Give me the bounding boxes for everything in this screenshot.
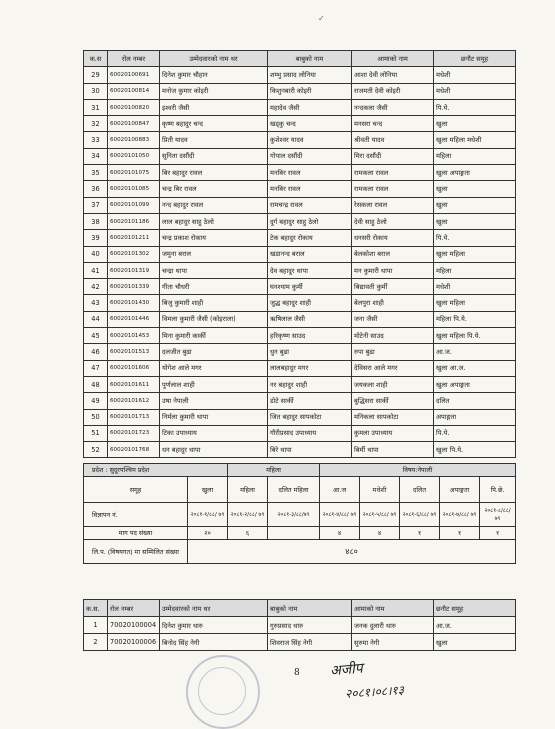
group-column: अपाङ्गता bbox=[440, 477, 480, 503]
table-cell: खुला bbox=[434, 116, 516, 132]
table-cell: चन्द्र बिर रावल bbox=[160, 181, 268, 197]
post-count: २० bbox=[188, 527, 228, 540]
table-cell: गोपाल दसौंदी bbox=[268, 148, 352, 164]
vigyapan-label: विज्ञापन नं. bbox=[84, 503, 188, 527]
table-cell: दिनेश कुमार चौहान bbox=[160, 67, 268, 83]
column-header: क.स bbox=[84, 51, 108, 67]
table-cell: टिका उपाध्याय bbox=[160, 425, 268, 441]
table-cell: 60020101099 bbox=[108, 197, 160, 213]
table-cell: धनसरी रोकाय bbox=[352, 230, 434, 246]
table-cell: अपाङ्गता bbox=[434, 409, 516, 425]
province-title: प्रदेश : सुदूरपश्चिम प्रदेश bbox=[84, 464, 228, 477]
signature: अजीप bbox=[329, 660, 364, 680]
women-group-label: महिला bbox=[228, 464, 320, 477]
table-cell: खुला महिला bbox=[434, 295, 516, 311]
table-cell: 60020101453 bbox=[108, 328, 160, 344]
table-cell: धुन बुढा bbox=[268, 344, 352, 360]
vigyapan-number: २०८१-६/८८/ ७९ bbox=[400, 503, 440, 527]
table-cell: खुला bbox=[434, 634, 516, 651]
table-cell: 31 bbox=[84, 99, 108, 115]
table-cell: 50 bbox=[84, 409, 108, 425]
column-header: आमाको नाम bbox=[352, 600, 434, 617]
table-cell: 60020100883 bbox=[108, 132, 160, 148]
vigyapan-number: २०८१-१/८८/ ७९ bbox=[188, 503, 228, 527]
vigyapan-number: २०८१-७/८८/ ७९ bbox=[440, 503, 480, 527]
table-cell: 60020101430 bbox=[108, 295, 160, 311]
table-cell: 60020101339 bbox=[108, 279, 160, 295]
table-cell: बेलपुरा शाही bbox=[352, 295, 434, 311]
table-row bbox=[84, 634, 516, 651]
column-header: उम्मेदवारको नाम थर bbox=[160, 600, 268, 617]
table-cell: 60020100814 bbox=[108, 83, 160, 99]
group-column: महिला bbox=[228, 477, 268, 503]
table-row bbox=[84, 279, 516, 295]
table-cell: घनश्याम कुर्मी bbox=[268, 279, 352, 295]
table-cell: खुला आ.ज. bbox=[434, 360, 516, 376]
table-cell: खुला अपाङ्गता bbox=[434, 376, 516, 392]
table-cell: 60020101319 bbox=[108, 262, 160, 278]
table-cell: महिला पि.ये. bbox=[434, 311, 516, 327]
table-cell: 43 bbox=[84, 295, 108, 311]
table-cell: निर्मला कुमारी थापा bbox=[160, 409, 268, 425]
second-candidate-table bbox=[83, 599, 516, 651]
table-row bbox=[84, 425, 516, 441]
post-count: १ bbox=[440, 527, 480, 540]
table-cell: बिर बहादुर रावल bbox=[160, 165, 268, 181]
table-cell: 38 bbox=[84, 213, 108, 229]
table-cell: जुद्ध बहादुर शाही bbox=[268, 295, 352, 311]
group-column: खुला bbox=[188, 477, 228, 503]
table-cell: खुला पि.ये. bbox=[434, 442, 516, 458]
table-cell: रामचन्द्र रावल bbox=[268, 197, 352, 213]
candidate-table bbox=[83, 50, 516, 458]
table-cell: खुला bbox=[434, 213, 516, 229]
table-cell: प्रिती यादव bbox=[160, 132, 268, 148]
table-cell: खड्कु चन्द bbox=[268, 116, 352, 132]
table-cell: 39 bbox=[84, 230, 108, 246]
vigyapan-number: २०८१-५/८८/ ७९ bbox=[360, 503, 400, 527]
table-cell: 41 bbox=[84, 262, 108, 278]
table-cell: 60020101186 bbox=[108, 213, 160, 229]
second-table-header bbox=[84, 600, 516, 617]
table-cell: खुला महिला bbox=[434, 246, 516, 262]
table-cell: 40 bbox=[84, 246, 108, 262]
table-cell: 60020101050 bbox=[108, 148, 160, 164]
table-cell: 60020101302 bbox=[108, 246, 160, 262]
table-cell: मधेशी bbox=[434, 279, 516, 295]
table-cell: 36 bbox=[84, 181, 108, 197]
table-row bbox=[84, 230, 516, 246]
table-cell: 60020100820 bbox=[108, 99, 160, 115]
table-cell: 32 bbox=[84, 116, 108, 132]
table-cell: 60020101768 bbox=[108, 442, 160, 458]
posts-label: माग पद संख्या bbox=[84, 527, 188, 540]
table-cell: 60020101085 bbox=[108, 181, 160, 197]
table-cell: लाल बहादुर साहु ठेलो bbox=[160, 213, 268, 229]
table-cell: महिला bbox=[434, 262, 516, 278]
column-header: बाबुको नाम bbox=[268, 51, 352, 67]
table-cell: धन बहादुर थापा bbox=[160, 442, 268, 458]
table-cell: जना जैसी bbox=[352, 311, 434, 327]
table-cell: दलित bbox=[434, 393, 516, 409]
table-cell: पि.ये. bbox=[434, 230, 516, 246]
post-count: ४ bbox=[360, 527, 400, 540]
table-cell: देव बहादुर थापा bbox=[268, 262, 352, 278]
table-row bbox=[84, 132, 516, 148]
table-cell: 60020101713 bbox=[108, 409, 160, 425]
tick-mark: ✓ bbox=[318, 14, 325, 23]
table-cell: रामकला रावल bbox=[352, 181, 434, 197]
column-header: आमाको नाम bbox=[352, 51, 434, 67]
table-cell: देविसरा आले मगर bbox=[352, 360, 434, 376]
table-cell: हरिकृष्ण साउद bbox=[268, 328, 352, 344]
group-column: पि.छे. bbox=[480, 477, 516, 503]
table-cell: रुपा बुढा bbox=[352, 344, 434, 360]
table-cell: 60020101612 bbox=[108, 393, 160, 409]
table-cell: शिवराज सिंह नेगी bbox=[268, 634, 352, 651]
table-row bbox=[84, 442, 516, 458]
office-stamp bbox=[186, 655, 260, 729]
table-row bbox=[84, 83, 516, 99]
table-row bbox=[84, 311, 516, 327]
post-count: ४ bbox=[320, 527, 360, 540]
table-row bbox=[84, 409, 516, 425]
group-column: दलित bbox=[400, 477, 440, 503]
table-cell: आ.ज. bbox=[434, 617, 516, 634]
table-cell: जमुना बराल bbox=[160, 246, 268, 262]
table-cell: 44 bbox=[84, 311, 108, 327]
vigyapan-number: २०८१-८/८८/ ७९ bbox=[480, 503, 516, 527]
vigyapan-number: २०८१-३/८८/७९ bbox=[268, 503, 320, 527]
table-cell: मनोज कुमार कोइरी bbox=[160, 83, 268, 99]
table-cell: दुर्ग बहादुर साहु ठेलो bbox=[268, 213, 352, 229]
table-cell: बेलकोशा बराल bbox=[352, 246, 434, 262]
table-row bbox=[84, 181, 516, 197]
table-cell: 60020101211 bbox=[108, 230, 160, 246]
table-cell: 47 bbox=[84, 360, 108, 376]
table-cell: उषा नेपाली bbox=[160, 393, 268, 409]
table-cell: विमला कुमारी जैसी (कोइराला) bbox=[160, 311, 268, 327]
table-cell: 60020100691 bbox=[108, 67, 160, 83]
table-header bbox=[84, 51, 516, 67]
table-cell: मोटेनी साउद bbox=[352, 328, 434, 344]
table-cell: कृष्ण बहादुर चन्द bbox=[160, 116, 268, 132]
table-cell: नन्दकला जैसी bbox=[352, 99, 434, 115]
table-row bbox=[84, 213, 516, 229]
table-cell: योगेश आले मगर bbox=[160, 360, 268, 376]
table-cell: खडानन्द बराल bbox=[268, 246, 352, 262]
table-row bbox=[84, 165, 516, 181]
table-cell: 70020100004 bbox=[108, 617, 160, 634]
table-cell: 52 bbox=[84, 442, 108, 458]
table-cell: 60020101611 bbox=[108, 376, 160, 392]
total-label: लि.प. (विषयगत) मा सम्मिलित संख्या bbox=[84, 540, 188, 564]
column-header: छनौट समूह bbox=[434, 51, 516, 67]
table-cell: श्रीवती यादव bbox=[352, 132, 434, 148]
table-row bbox=[84, 617, 516, 634]
subject-label: विषय:नेपाली bbox=[320, 464, 516, 477]
table-cell: 60020100847 bbox=[108, 116, 160, 132]
table-cell: 60020101723 bbox=[108, 425, 160, 441]
table-cell: देवी साहु ठेलो bbox=[352, 213, 434, 229]
table-cell: खुला महिला मधेशी bbox=[434, 132, 516, 148]
vigyapan-number: २०८१-२/८८/ ७९ bbox=[228, 503, 268, 527]
table-cell: कुशेश्वर यादव bbox=[268, 132, 352, 148]
table-cell: रामकला रावल bbox=[352, 165, 434, 181]
table-row bbox=[84, 197, 516, 213]
page-number: 8 bbox=[294, 668, 300, 678]
table-cell: मनसरा चन्द bbox=[352, 116, 434, 132]
group-column: दलित महिला bbox=[268, 477, 320, 503]
table-cell: 33 bbox=[84, 132, 108, 148]
table-cell: खुला bbox=[434, 181, 516, 197]
table-cell: खुला अपाङ्गता bbox=[434, 165, 516, 181]
column-header: क.स. bbox=[84, 600, 108, 617]
table-cell: मनबिर रावल bbox=[268, 165, 352, 181]
total-value: ४८० bbox=[188, 540, 516, 564]
table-cell: बिद्यावती कुर्मी bbox=[352, 279, 434, 295]
table-cell: गौरीप्रसाद उपाध्याय bbox=[268, 425, 352, 441]
table-row bbox=[84, 295, 516, 311]
table-cell: कुमला उपाध्याय bbox=[352, 425, 434, 441]
table-cell: 34 bbox=[84, 148, 108, 164]
table-row bbox=[84, 116, 516, 132]
table-cell: टेक बहादुर रोकाय bbox=[268, 230, 352, 246]
table-cell: बिरे थापा bbox=[268, 442, 352, 458]
table-cell: मनबिर रावल bbox=[268, 181, 352, 197]
table-cell: ऋषिलाल जैसी bbox=[268, 311, 352, 327]
column-header: बाबुको नाम bbox=[268, 600, 352, 617]
table-cell: रेसकला रावल bbox=[352, 197, 434, 213]
table-cell: जनक दुलारी थारु bbox=[352, 617, 434, 634]
table-cell: चन्द्रा थापा bbox=[160, 262, 268, 278]
table-cell: मधेशी bbox=[434, 83, 516, 99]
table-cell: 51 bbox=[84, 425, 108, 441]
table-cell: डोटे सार्की bbox=[268, 393, 352, 409]
table-cell: 29 bbox=[84, 67, 108, 83]
table-cell: जित बहादुर सापकोटा bbox=[268, 409, 352, 425]
vigyapan-number: २०८१-४/८८/ ७९ bbox=[320, 503, 360, 527]
table-cell: दिनेश कुमार थारु bbox=[160, 617, 268, 634]
table-row bbox=[84, 262, 516, 278]
post-count: १ bbox=[480, 527, 516, 540]
table-cell: बिजु कुमारी शाही bbox=[160, 295, 268, 311]
table-cell: मनिकला सापकोटा bbox=[352, 409, 434, 425]
table-cell: 48 bbox=[84, 376, 108, 392]
column-header: उम्मेदवारको नाम थर bbox=[160, 51, 268, 67]
table-cell: 60020101075 bbox=[108, 165, 160, 181]
table-cell: 60020101513 bbox=[108, 344, 160, 360]
column-header: छनौट समूह bbox=[434, 600, 516, 617]
table-row bbox=[84, 328, 516, 344]
table-cell: राजमती देवी कोइरी bbox=[352, 83, 434, 99]
table-cell: नर बहादुर शाही bbox=[268, 376, 352, 392]
table-cell: चन्द्र प्रकाश रोकाय bbox=[160, 230, 268, 246]
table-row bbox=[84, 344, 516, 360]
table-cell: 70020100006 bbox=[108, 634, 160, 651]
column-header: रोल नम्बर bbox=[108, 51, 160, 67]
table-cell: जयकला शाही bbox=[352, 376, 434, 392]
table-cell: पि.ये. bbox=[434, 99, 516, 115]
table-cell: 2 bbox=[84, 634, 108, 651]
table-cell: सुनिता दसौंदी bbox=[160, 148, 268, 164]
table-cell: बिर्मी थापा bbox=[352, 442, 434, 458]
table-row bbox=[84, 246, 516, 262]
table-row bbox=[84, 99, 516, 115]
table-row bbox=[84, 148, 516, 164]
table-cell: दलजीत बुढा bbox=[160, 344, 268, 360]
table-cell: 46 bbox=[84, 344, 108, 360]
signature-date: २०८१।०८।१३ bbox=[344, 682, 405, 702]
table-cell: 45 bbox=[84, 328, 108, 344]
table-cell: शम्भु प्रसाद लोनिया bbox=[268, 67, 352, 83]
group-column: आ.ज bbox=[320, 477, 360, 503]
table-cell: बिनोद सिंह नेगी bbox=[160, 634, 268, 651]
table-cell: पुर्णलाल शाही bbox=[160, 376, 268, 392]
table-cell: 42 bbox=[84, 279, 108, 295]
table-cell: खुला bbox=[434, 197, 516, 213]
table-cell: नन्द बहादुर रावल bbox=[160, 197, 268, 213]
table-cell: 60020101606 bbox=[108, 360, 160, 376]
table-cell: मधेशी bbox=[434, 67, 516, 83]
table-cell: महिला bbox=[434, 148, 516, 164]
table-cell: महादेव जैसी bbox=[268, 99, 352, 115]
table-row bbox=[84, 376, 516, 392]
group-column: मधेशी bbox=[360, 477, 400, 503]
table-cell: बुद्धिसरा सार्की bbox=[352, 393, 434, 409]
table-row bbox=[84, 393, 516, 409]
table-cell: लालबहादुर मगर bbox=[268, 360, 352, 376]
table-row bbox=[84, 67, 516, 83]
table-cell: गुरुप्रसाद थारु bbox=[268, 617, 352, 634]
table-cell: इश्वरी जैसी bbox=[160, 99, 268, 115]
table-cell: 37 bbox=[84, 197, 108, 213]
post-count: ६ bbox=[228, 527, 268, 540]
table-cell: मिना कुमारी कार्की bbox=[160, 328, 268, 344]
table-cell: मन कुमारी थापा bbox=[352, 262, 434, 278]
summary-table bbox=[83, 463, 516, 564]
table-cell: 1 bbox=[84, 617, 108, 634]
table-cell: 60020101446 bbox=[108, 311, 160, 327]
table-cell: 35 bbox=[84, 165, 108, 181]
table-cell: खुला महिला पि.ये. bbox=[434, 328, 516, 344]
table-cell: आ.ज. bbox=[434, 344, 516, 360]
table-cell: मिरा दसौंदी bbox=[352, 148, 434, 164]
table-cell: सुरुमा नेगी bbox=[352, 634, 434, 651]
table-cell: 49 bbox=[84, 393, 108, 409]
table-cell: गीता चौधरी bbox=[160, 279, 268, 295]
post-count: १ bbox=[400, 527, 440, 540]
table-cell: 30 bbox=[84, 83, 108, 99]
table-cell: किशुनबारी कोइरी bbox=[268, 83, 352, 99]
table-row bbox=[84, 360, 516, 376]
post-count bbox=[268, 527, 320, 540]
table-cell: आशा देवी लोनिया bbox=[352, 67, 434, 83]
table-cell: पि.ये. bbox=[434, 425, 516, 441]
column-header: रोल नम्बर bbox=[108, 600, 160, 617]
samuha-label: समूह bbox=[84, 477, 188, 503]
